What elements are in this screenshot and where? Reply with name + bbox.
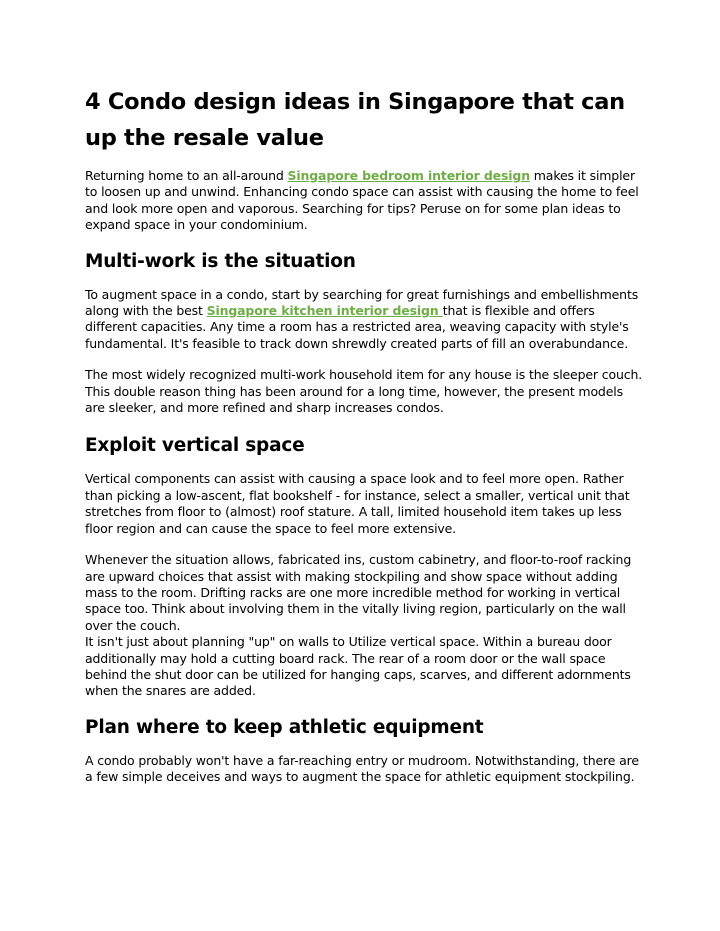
page-title: 4 Condo design ideas in Singapore that can up the resale value <box>85 89 625 151</box>
athletic-equipment-paragraph-1: A condo probably won't have a far-reaching entry or mudroom. Notwithstanding, there are a few simple deceives and ways to augment the space for athletic equipment stockpiling. <box>85 752 639 785</box>
multi-work-text-before-link: To augment space in a condo, start by searching for great furnishings and embellishments along with the best <box>85 286 639 319</box>
multi-work-paragraph-2: The most widely recognized multi-work household item for any house is the sleeper couch. This double reason thing has been around for a long time, however, the present models are sleeker, and more refined and sharp increases condos. <box>85 367 643 416</box>
multi-work-text-after-link: that is flexible and offers different capacities. Any time a room has a restricted area, weaving capacity with style's fundamental. It's feasible to track down shrewdly created parts of fill an overabundance. <box>85 303 629 351</box>
section-heading-multi-work: Multi-work is the situation <box>85 250 356 272</box>
section-heading-vertical-space: Exploit vertical space <box>85 435 305 457</box>
intro-text-before-link: Returning home to an all-around <box>85 168 288 183</box>
section-heading-athletic-equipment: Plan where to keep athletic equipment <box>85 716 484 738</box>
vertical-space-paragraph-1: Vertical components can assist with causing a space look and to feel more open. Rather than picking a low-ascent, flat bookshelf - for instance, select a smaller, vertical unit that stretches from floor to (almost) roof stature. A tall, limited household item takes up less floor region and can cause the space to feel more extensive. <box>85 471 630 536</box>
intro-paragraph <box>85 168 645 234</box>
multi-work-paragraph-1 <box>85 287 645 353</box>
vertical-space-paragraph-3: It isn't just about planning "up" on walls to Utilize vertical space. Within a bureau door additionally may hold a cutting board rack. The rear of a room door or the wall space behind the shut door can be utilized for hanging caps, scarves, and different adornments when the snares are added. <box>85 634 631 699</box>
kitchen-interior-design-link[interactable]: Singapore kitchen interior design <box>206 303 443 319</box>
intro-text-after-link: makes it simpler to loosen up and unwind. Enhancing condo space can assist with causing the home to feel and look more open and vaporous. Searching for tips? Peruse on for some plan ideas to expand space in your condominium. <box>85 168 639 233</box>
bedroom-interior-design-link[interactable]: Singapore bedroom interior design <box>287 168 530 183</box>
vertical-space-paragraph-2: Whenever the situation allows, fabricated ins, custom cabinetry, and floor-to-roof racking are upward choices that assist with making stockpiling and show space without adding mass to the room. Drifting racks are one more incredible method for working in vertical space too. Think about involving them in the vitally living region, particularly on the wall over the couch. <box>85 552 632 633</box>
document-page <box>85 84 645 786</box>
